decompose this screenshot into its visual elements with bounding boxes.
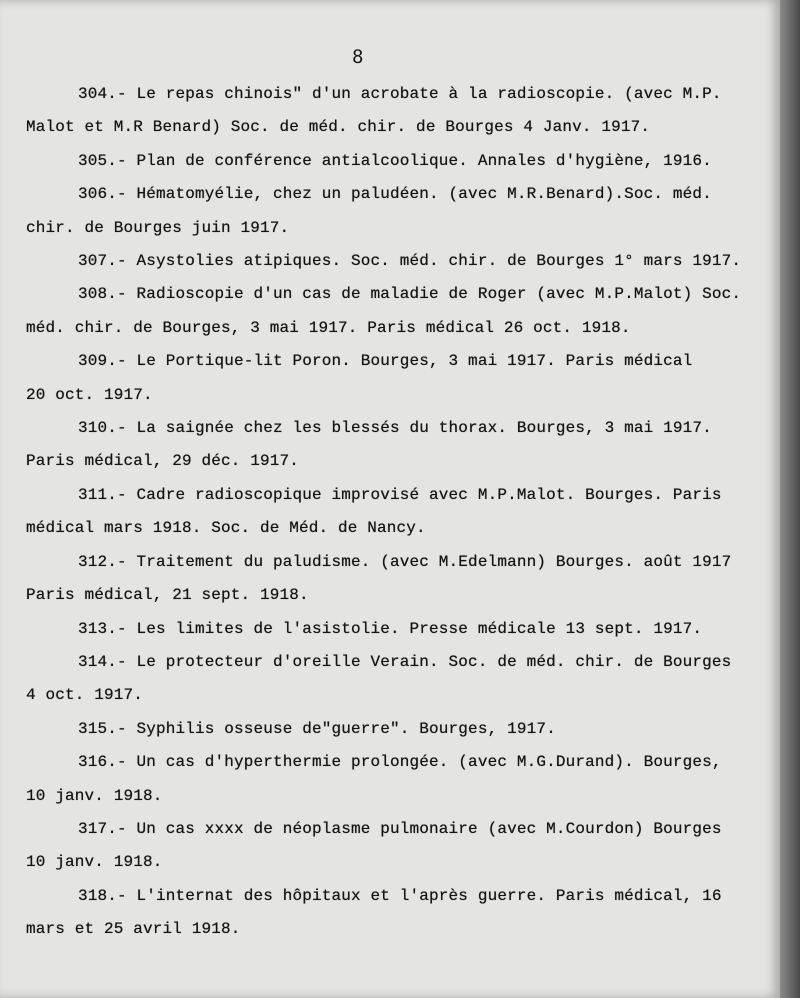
entry-first-line: 306.- Hématomyélie, chez un paludéen. (avec M.R.Benard).Soc. méd. <box>78 185 712 204</box>
entry-first-line: 305.- Plan de conférence antialcoolique. Annales d'hygiène, 1916. <box>78 151 712 170</box>
entry-first-line: 314.- Le protecteur d'oreille Verain. Soc. de méd. chir. de Bourges <box>78 652 732 671</box>
bibliography-entry <box>26 278 776 345</box>
page-edge-shadow <box>780 0 800 998</box>
bibliography-entry <box>26 646 776 713</box>
entry-first-line: 317.- Un cas xxxx de néoplasme pulmonaire (avec M.Courdon) Bourges <box>78 819 722 838</box>
bibliography-entry <box>26 880 776 947</box>
entry-first-line: 307.- Asystolies atipiques. Soc. méd. chir. de Bourges 1° mars 1917. <box>78 252 742 271</box>
bibliography-list <box>26 78 776 947</box>
bibliography-entry <box>26 713 776 746</box>
entry-first-line: 311.- Cadre radioscopique improvisé avec M.P.Malot. Bourges. Paris <box>78 485 722 504</box>
entry-continuation-line: Paris médical, 29 déc. 1917. <box>26 452 300 471</box>
entry-continuation-line: 10 janv. 1918. <box>26 786 163 805</box>
page-number: 8 <box>352 46 364 68</box>
entry-first-line: 318.- L'internat des hôpitaux et l'après guerre. Paris médical, 16 <box>78 886 722 905</box>
bibliography-entry <box>26 613 776 646</box>
entry-continuation-line: médical mars 1918. Soc. de Méd. de Nancy. <box>26 519 426 538</box>
entry-first-line: 312.- Traitement du paludisme. (avec M.Edelmann) Bourges. août 1917 <box>78 552 732 571</box>
bibliography-entry <box>26 546 776 613</box>
bibliography-entry <box>26 78 776 145</box>
bibliography-entry <box>26 746 776 813</box>
entry-first-line: 309.- Le Portique-lit Poron. Bourges, 3 mai 1917. Paris médical <box>78 352 693 371</box>
entry-first-line: 308.- Radioscopie d'un cas de maladie de Roger (avec M.P.Malot) Soc. <box>78 285 742 304</box>
entry-continuation-line: chir. de Bourges juin 1917. <box>26 218 290 237</box>
entry-continuation-line: 4 oct. 1917. <box>26 686 144 705</box>
bibliography-entry <box>26 479 776 546</box>
entry-first-line: 304.- Le repas chinois" d'un acrobate à la radioscopie. (avec M.P. <box>78 85 722 103</box>
entry-first-line: 316.- Un cas d'hyperthermie prolongée. (avec M.G.Durand). Bourges, <box>78 753 722 772</box>
entry-continuation-line: 20 oct. 1917. <box>26 385 153 404</box>
bibliography-entry <box>26 245 776 278</box>
bibliography-entry <box>26 813 776 880</box>
bibliography-entry <box>26 345 776 412</box>
bibliography-entry <box>26 145 776 178</box>
bibliography-entry <box>26 412 776 479</box>
bibliography-entry <box>26 178 776 245</box>
entry-continuation-line: méd. chir. de Bourges, 3 mai 1917. Paris médical 26 oct. 1918. <box>26 318 631 337</box>
entry-first-line: 310.- La saignée chez les blessés du thorax. Bourges, 3 mai 1917. <box>78 419 712 438</box>
entry-continuation-line: Paris médical, 21 sept. 1918. <box>26 586 309 605</box>
entry-first-line: 315.- Syphilis osseuse de"guerre". Bourges, 1917. <box>78 719 556 738</box>
entry-continuation-line: Malot et M.R Benard) Soc. de méd. chir. de Bourges 4 Janv. 1917. <box>26 118 651 137</box>
entry-continuation-line: 10 janv. 1918. <box>26 853 163 872</box>
entry-continuation-line: mars et 25 avril 1918. <box>26 920 241 939</box>
entry-first-line: 313.- Les limites de l'asistolie. Presse médicale 13 sept. 1917. <box>78 619 703 638</box>
